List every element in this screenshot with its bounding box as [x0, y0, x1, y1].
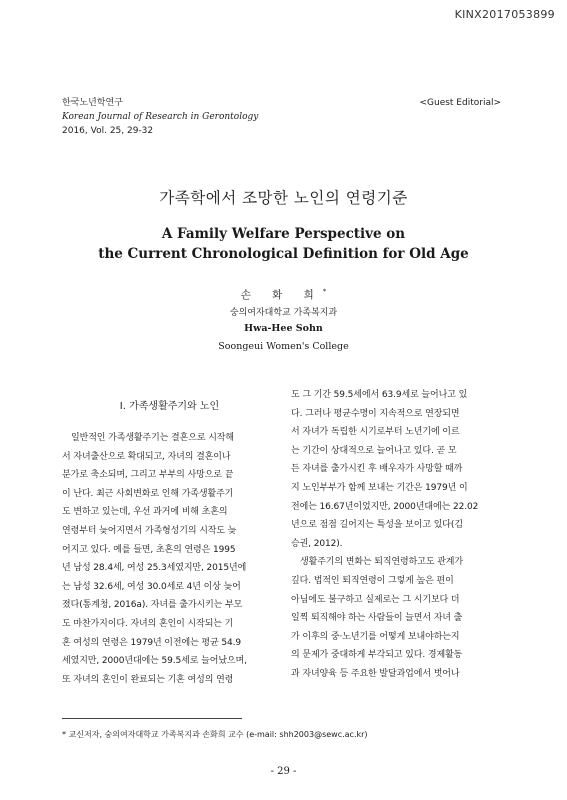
title-english-line-1: A Family Welfare Perspective on	[161, 226, 406, 242]
article-type: <Guest Editorial>	[419, 98, 501, 108]
title-english-line-2: the Current Chronological Definition for Old Age	[98, 246, 469, 262]
body-line: 도 마찬가지이다. 자녀의 혼인이 시작되는 기	[62, 618, 234, 629]
body-line: 과 자녀양육 등 주요한 발달과업에서 벗어나	[291, 668, 460, 679]
journal-name-ko: 한국노년학연구	[62, 98, 123, 108]
journal-name-en	[62, 111, 258, 124]
body-line: 생활주기의 변화는 퇴직연령하고도 관계가	[300, 557, 463, 568]
body-line: 는 기간이 상대적으로 늘어나고 있다. 곧 모	[291, 445, 457, 456]
body-line: 승권, 2012).	[291, 538, 343, 549]
body-line: 어지고 있다. 예를 들면, 초혼의 연령은 1995	[62, 544, 236, 555]
body-line: 지 노인부부가 함께 보내는 기간은 1979년 이	[291, 482, 468, 493]
footnote-rule	[62, 718, 242, 719]
body-right-column	[291, 386, 513, 684]
body-line: 도 변하고 있는데, 우선 과거에 비해 초혼의	[62, 507, 228, 518]
author-name-text: 손 화 희	[240, 289, 323, 301]
body-line: 깊다. 법적인 퇴직연령이 그렇게 높은 편이	[291, 575, 454, 586]
body-line: 도 그 기간 59.5세에서 63.9세로 늘어나고 있	[291, 390, 468, 400]
body-left-column	[62, 429, 280, 689]
body-line: 년 남성 28.4세, 여성 25.3세였지만, 2015년에	[62, 563, 247, 574]
body-line: 전에는 16.67년이었지만, 2000년대에는 22.02	[291, 501, 479, 512]
body-line: 일반적인 가족생활주기는 결혼으로 시작해	[71, 433, 234, 443]
body-line: 의 문제가 중대하게 부각되고 있다. 경제활동	[291, 650, 463, 661]
affiliation-en: Soongeui Women's College	[218, 341, 349, 352]
body-line: 아님에도 불구하고 실제로는 그 시기보다 더	[291, 594, 460, 605]
body-line: 혼 여성의 연령은 1979년 이전에는 평균 54.9	[62, 637, 242, 648]
body-line: 연령부터 늦어지면서 가족형성기의 시작도 늦	[62, 525, 237, 536]
body-line: 이 난다. 최근 사회변화로 인해 가족생활주기	[62, 488, 234, 499]
body-line: 일찍 퇴직해야 하는 사람들이 늘면서 자녀 출	[291, 613, 463, 624]
body-line: 졌다(통계청, 2016a). 자녀를 출가시키는 부모	[62, 600, 243, 611]
author-marker: *	[322, 287, 327, 296]
body-line: 든 자녀를 출가시킨 후 배우자가 사망할 때까	[291, 464, 463, 475]
body-line: 분가로 축소되며, 그리고 부부의 사망으로 끝	[62, 470, 234, 481]
author-name-en: Hwa-Hee Sohn	[244, 323, 323, 334]
affiliation-ko: 숭의여자대학교 가족복지과	[229, 308, 338, 318]
title-korean: 가족학에서 조망한 노인의 연령기준	[159, 189, 408, 207]
body-line: 가 이후의 중·노년기를 어떻게 보내야하는지	[291, 631, 460, 642]
body-line: 서 자녀출산으로 확대되고, 자녀의 결혼이나	[62, 451, 231, 462]
footnote: * 교신저자, 숭의여자대학교 가족복지과 손화희 교수 (e-mail: shh2003@sewc.ac.kr)	[62, 730, 368, 739]
journal-citation: 2016, Vol. 25, 29-32	[62, 126, 154, 136]
body-line: 는 남성 32.6세, 여성 30.0세로 4년 이상 늦어	[62, 581, 241, 592]
document-id: KINX2017053899	[454, 8, 555, 21]
body-line: 또 자녀의 혼인이 완료되는 기혼 여성의 연령	[62, 674, 234, 685]
author-name-ko	[0, 287, 567, 302]
body-line: 서 자녀가 독립한 시기로부터 노년기에 이르	[291, 427, 460, 438]
body-line: 년으로 점점 길어지는 특성을 보이고 있다(김	[291, 520, 463, 531]
body-line: 세였지만, 2000년대에는 59.5세로 늘어났으며,	[62, 656, 247, 667]
page-number: - 29 -	[270, 766, 297, 777]
body-line: 다. 그러나 평균수명이 지속적으로 연장되면	[291, 408, 460, 419]
section-heading: Ⅰ. 가족생활주기와 노인	[119, 401, 220, 412]
journal-name-en-text: Korean Journal of Research in Gerontology	[62, 112, 259, 122]
